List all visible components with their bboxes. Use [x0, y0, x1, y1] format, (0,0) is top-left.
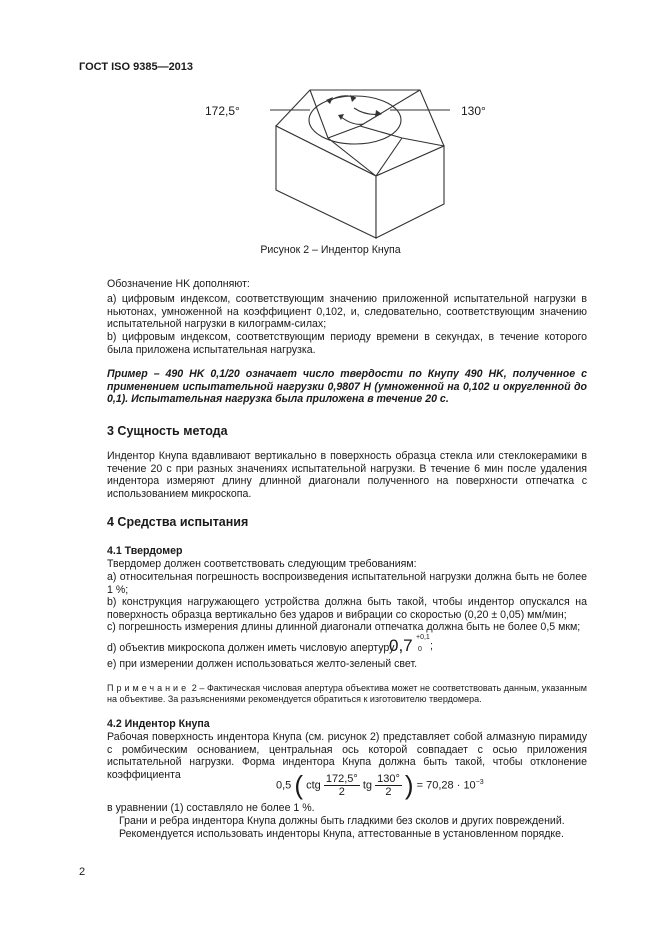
- s42-paragraph-1: Рабочая поверхность индентора Кнупа (см. рисунок 2) представляет собой алмазную пирамиду с ромбическим основанием, центральная ось которой совпадает с осью приложения испытательной нагрузки. Форма индентора Кнупа должна быть такой, чтобы отклонение коэффициента: [107, 731, 587, 781]
- formula-den-1: 2: [338, 786, 345, 798]
- aperture-tolerance-lower: 0: [418, 646, 422, 653]
- formula-num-1: 172,5°: [325, 773, 358, 785]
- aperture-tolerance-upper: +0,1: [416, 634, 430, 641]
- section-4-title: 4 Средства испытания: [107, 515, 249, 529]
- intro-paragraph: Обозначение HK дополняют:: [107, 278, 250, 290]
- figure-caption: Рисунок 2 – Индентор Кнупа: [260, 244, 401, 256]
- s41-item-b: b) конструкция нагружающего устройства должна быть такой, чтобы индентор опускался на поверхность образца вертикально без ударов и вибрации со скоростью (0,20 ± 0,05) мм/мин;: [107, 596, 587, 621]
- angle-left-label: 172,5°: [205, 104, 240, 118]
- knoop-coefficient-formula: [276, 770, 506, 804]
- intro-item-a: а) цифровым индексом, соответствующим значению приложенной испытательной нагрузки в ньютонах, умноженной на коэффициент 0,102, и, следовательно, соответствующим значению испытательной нагрузки в килограмм-силах;: [107, 293, 587, 331]
- s42-paragraph-2: в уравнении (1) составляло не более 1 %.: [107, 802, 315, 814]
- example-paragraph: Пример – 490 HK 0,1/20 означает число твердости по Кнупу 490 HK, полученное с применением испытательной нагрузки 0,9807 Н (умноженной на 0,102 и округленной до 0,1). Испытательная нагрузка была приложена в течение 20 с.: [107, 368, 587, 406]
- formula-fraction-2: [375, 773, 402, 798]
- s41-item-d-text: d) объектив микроскопа должен иметь числовую апертуру: [107, 642, 395, 654]
- formula-fraction-1: [324, 773, 360, 798]
- formula-coef: 0,5: [276, 779, 292, 792]
- aperture-end: ;: [430, 640, 433, 652]
- s41-item-e: е) при измерении должен использоваться желто-зеленый свет.: [107, 658, 418, 670]
- formula-ctg: ctg: [306, 779, 321, 792]
- s42-paragraph-4: Рекомендуется использовать инденторы Кнупа, аттестованные в установленном порядке.: [119, 828, 564, 840]
- s41-item-c: с) погрешность измерения длины длинной диагонали отпечатка должна быть не более 0,5 мкм;: [107, 621, 581, 633]
- subsection-4-1-title: 4.1 Твердомер: [107, 545, 183, 557]
- knoop-indenter-figure: [270, 82, 450, 242]
- note-text: 2 – Фактическая числовая апертура объектива может не соответствовать данным, указанным на объективе. За разъяснениями рекомендуется обратиться к изготовителю твердомера.: [107, 683, 587, 704]
- formula-paren-open: (: [294, 770, 304, 800]
- subsection-4-2-title: 4.2 Индентор Кнупа: [107, 718, 210, 730]
- formula-result: = 70,28 · 10: [416, 779, 476, 792]
- section-3-title: 3 Сущность метода: [107, 424, 228, 438]
- intro-item-b: b) цифровым индексом, соответствующим периоду времени в секундах, в течение которого была приложена испытательная нагрузка.: [107, 331, 587, 356]
- aperture-value: 0,7: [389, 636, 413, 655]
- formula-tg: tg: [362, 779, 373, 792]
- formula-den-2: 2: [385, 786, 392, 798]
- section-3-text: Индентор Кнупа вдавливают вертикально в поверхность образца стекла или стеклокерамики в течение 20 с при разных значениях испытательной нагрузки. В течение 6 мин после удаления индентора измеряют длину длинной диагонали полученного на поверхности отпечатка с использованием микроскопа.: [107, 450, 587, 500]
- s42-paragraph-3: Грани и ребра индентора Кнупа должны быть гладкими без сколов и других повреждений.: [119, 815, 565, 827]
- formula-paren-close: ): [404, 770, 414, 800]
- note-label: Примечание: [107, 683, 190, 693]
- s41-item-d: [107, 636, 587, 658]
- formula-exponent: −3: [475, 778, 484, 786]
- page-number: 2: [79, 866, 86, 878]
- s41-item-a: а) относительная погрешность воспроизведения испытательной нагрузки должна быть не более 1 %;: [107, 571, 587, 596]
- s41-intro: Твердомер должен соответствовать следующим требованиям:: [107, 558, 417, 570]
- document-header: ГОСТ ISO 9385—2013: [79, 61, 194, 73]
- note-2: [107, 683, 587, 705]
- angle-right-label: 130°: [461, 104, 486, 118]
- formula-num-2: 130°: [377, 773, 400, 785]
